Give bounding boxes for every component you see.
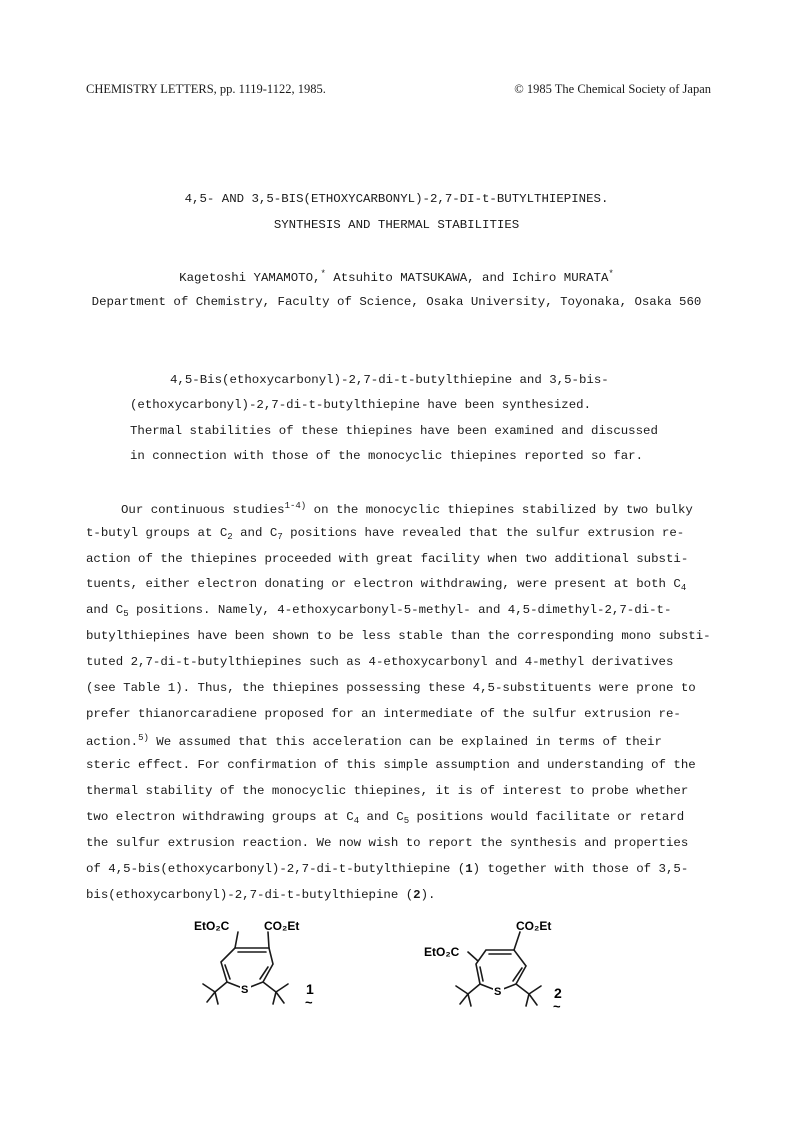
abstract-line: (ethoxycarbonyl)-2,7-di-t-butylthiepine have been synthesized. xyxy=(130,398,592,412)
reference-mark: 5) xyxy=(138,733,149,743)
sulfur-atom: S xyxy=(241,984,249,996)
corresponding-mark: * xyxy=(608,269,614,279)
ester-group-left: EtO₂C xyxy=(194,919,230,933)
body-line: tuted 2,7-di-t-butylthiepines such as 4-ethoxycarbonyl and 4-methyl derivatives xyxy=(86,655,674,669)
body-line: and $C_5$ positions. Namely, 4-ethoxycarbonyl-5-methyl- and 4,5-dimethyl-2,7-di-t- xyxy=(86,603,672,619)
paper-title-line-2: SYNTHESIS AND THERMAL STABILITIES xyxy=(273,218,520,232)
compound-ref-2: 2 xyxy=(413,888,421,902)
abstract-line: 4,5-Bis(ethoxycarbonyl)-2,7-di-t-butylthiepine and 3,5-bis- xyxy=(170,373,609,387)
abstract-line: in connection with those of the monocyclic thiepines reported so far. xyxy=(130,449,644,463)
body-line: of 4,5-bis(ethoxycarbonyl)-2,7-di-t-butylthiepine (1) together with those of 3,5- xyxy=(86,862,689,876)
ester-group-left: EtO₂C xyxy=(424,945,460,959)
sulfur-atom: S xyxy=(494,986,502,998)
compound-label-2: 2 xyxy=(554,985,562,1001)
body-line: steric effect. For confirmation of this simple assumption and understanding of the xyxy=(86,758,696,772)
underline-tilde: ~ xyxy=(553,999,561,1014)
author-line xyxy=(0,269,793,285)
body-line: butylthiepines have been shown to be less stable than the corresponding mono substi- xyxy=(86,629,711,643)
journal-citation: CHEMISTRY LETTERS, pp. 1119-1122, 1985. xyxy=(86,82,326,96)
ester-group-right: CO₂Et xyxy=(264,919,300,933)
corresponding-mark: * xyxy=(320,269,326,279)
body-line: bis(ethoxycarbonyl)-2,7-di-t-butylthiepine (2). xyxy=(86,888,436,902)
abstract-line: Thermal stabilities of these thiepines have been examined and discussed xyxy=(130,424,658,438)
paper-title-line-1: 4,5- AND 3,5-BIS(ETHOXYCARBONYL)-2,7-DI-t-BUTYLTHIEPINES. xyxy=(184,192,609,206)
structure-compound-1 xyxy=(190,912,340,1017)
body-line: tuents, either electron donating or electron withdrawing, were present at both $C_4$ xyxy=(86,577,687,593)
body-line: action of the thiepines proceeded with great facility when two additional substi- xyxy=(86,552,689,566)
copyright-notice: © 1985 The Chemical Society of Japan xyxy=(514,82,711,96)
affiliation: Department of Chemistry, Faculty of Science, Osaka University, Toyonaka, Osaka 560 xyxy=(91,295,702,309)
body-line: thermal stability of the monocyclic thiepines, it is of interest to probe whether xyxy=(86,784,689,798)
body-line: action.$^{5)}$ We assumed that this acceleration can be explained in terms of their xyxy=(86,733,662,749)
structure-compound-2 xyxy=(420,912,580,1017)
compound-ref-1: 1 xyxy=(465,862,473,876)
body-line: prefer thianorcaradiene proposed for an intermediate of the sulfur extrusion re- xyxy=(86,707,681,721)
author-matsukawa-murata: Atsuhito MATSUKAWA, and Ichiro MURATA xyxy=(325,271,609,285)
body-line: (see Table 1). Thus, the thiepines possessing these 4,5-substituents were prone to xyxy=(86,681,696,695)
author-yamamoto: Kagetoshi YAMAMOTO, xyxy=(179,271,321,285)
body-line: Our continuous studies$^{1-4)}$ on the monocyclic thiepines stabilized by two bulky xyxy=(121,501,693,517)
reference-mark: 1-4) xyxy=(284,501,307,511)
body-line: two electron withdrawing groups at $C_4$ and $C_5$ positions would facilitate or retard xyxy=(86,810,685,826)
body-line: t-butyl groups at $C_2$ and $C_7$ positions have revealed that the sulfur extrusion re- xyxy=(86,526,685,542)
body-line: the sulfur extrusion reaction. We now wish to report the synthesis and properties xyxy=(86,836,689,850)
underline-tilde: ~ xyxy=(305,995,313,1010)
ester-group-top: CO₂Et xyxy=(516,919,552,933)
compound-label-1: 1 xyxy=(306,981,314,997)
